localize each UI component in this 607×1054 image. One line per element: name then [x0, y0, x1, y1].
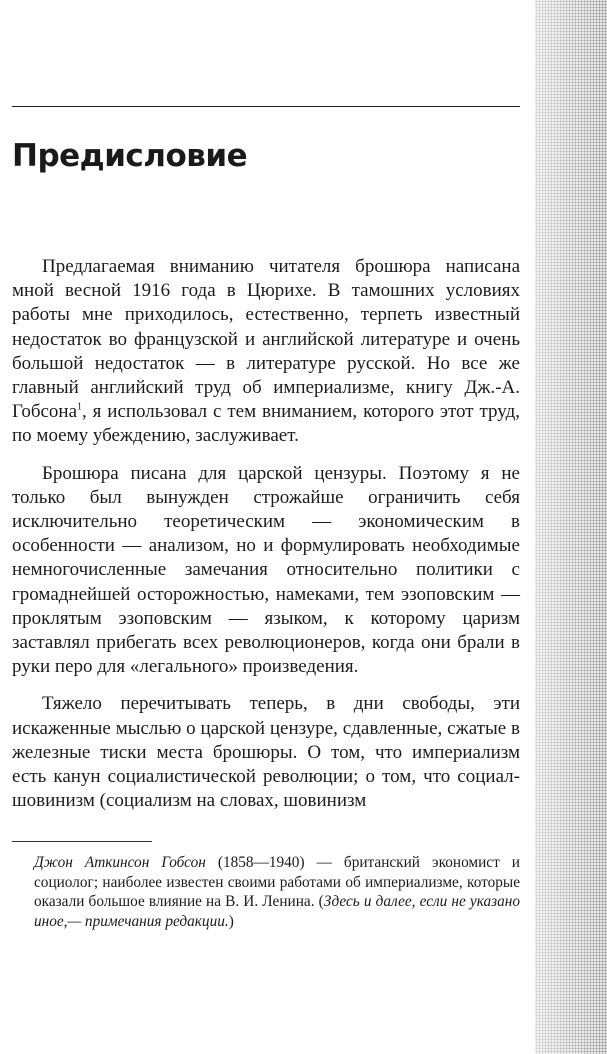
- footnote-rule: [12, 841, 152, 842]
- footnote-author: Джон Аткинсон Гобсон: [34, 854, 206, 871]
- header-rule: [12, 106, 520, 107]
- body-text: [12, 255, 520, 813]
- footnote: [12, 853, 520, 931]
- chapter-title: Предисловие: [12, 138, 248, 174]
- paragraph-1-text-cont: , я использовал с тем вниманием, которого этот труд, по моему убеждению, заслуживает.: [12, 401, 520, 447]
- page-edge-shading: [535, 0, 607, 1054]
- paragraph-2: Брошюра писана для царской цензуры. Поэтому я не только был вынужден строжайше ограничить себя исключительно теоретическим — экономическим в особенности — анализом, но и формулировать необходимые немногочисленные замечания относительно политики с громаднейшей осторожностью, намеками, тем эзоповским — проклятым эзоповским — языком, к которому царизм заставлял прибегать всех революционеров, когда они брали в руки перо для «легального» произведения.: [12, 462, 520, 678]
- paragraph-1-text: Предлагаемая вниманию читателя брошюра написана мной весной 1916 года в Цюрихе. В тамошних условиях работы мне приходилось, естественно, терпеть известный недостаток во французской и английской литературе и очень большой недостаток — в литературе русской. Но все же главный английский труд об империализме, книгу Дж.-А. Гобсона: [12, 256, 520, 423]
- footnote-reference[interactable]: 1: [77, 401, 83, 413]
- paragraph-1: [12, 255, 520, 449]
- paragraph-3: Тяжело перечитывать теперь, в дни свободы, эти искаженные мыслью о царской цензуре, сдавленные, сжатые в железные тиски места брошюры. О том, что империализм есть канун социалистической революции; о том, что социал-шовинизм (социализм на словах, шовинизм: [12, 693, 520, 812]
- footnote-close: ): [228, 912, 234, 930]
- footnote-body: [12, 853, 520, 931]
- footnote-editor-note: Здесь и далее, если не указано иное,— примечания редакции.: [34, 893, 520, 930]
- footnote-text: (1858—1940) — британский экономист и социолог; наиболее известен своими работами об империализме, которые оказали большое влияние на В. И. Ленина. (: [34, 854, 520, 911]
- footnote-number: [12, 855, 34, 875]
